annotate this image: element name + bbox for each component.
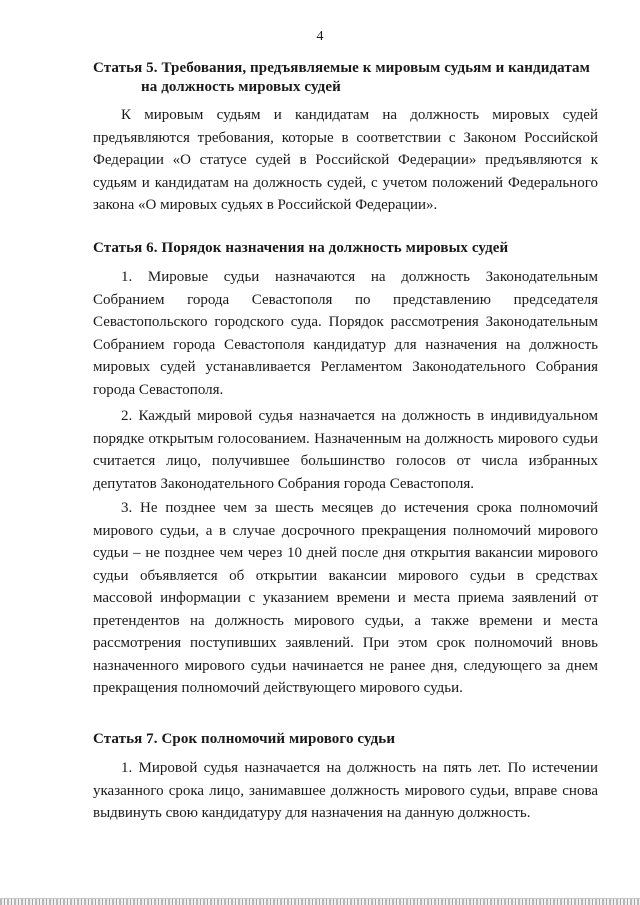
article-5-paragraph: К мировым судьям и кандидатам на должность мировых судей предъявляются требования, которые в соответствии с Законом Российской Федерации «О статусе судей в Российской Федерации» предъявляются к судьям и кандидатам на должность судей, с учетом положений Федерального закона «О мировых судьях в Российской Федерации». — [93, 107, 598, 213]
article-6-paragraph-2: 2. Каждый мировой судья назначается на должность в индивидуальном порядке открытым голосованием. Назначенным на должность мирового судьи считается лицо, получившее большинство голосов от числа избранных депутатов Законодательного Собрания города Севастополя. — [93, 408, 598, 492]
article-5-heading — [93, 59, 593, 97]
page-number: 4 — [316, 29, 324, 44]
article-7-paragraph-1: 1. Мировой судья назначается на должность на пять лет. По истечении указанного срока лицо, занимавшее должность мирового судьи, вправе снова выдвинуть свою кандидатуру для назначения на данную должность. — [93, 760, 598, 821]
article-5-heading-line1: Статья 5. Требования, предъявляемые к мировым судьям и кандидатам — [93, 60, 590, 76]
article-6-paragraph-1: 1. Мировые судьи назначаются на должность Законодательным Собранием города Севастополя по представлению председателя Севастопольского городского суда. Порядок рассмотрения Законодательным Собранием города Севастополя кандидатур для назначения на должность мировых судей устанавливается Регламентом Законодательного Собрания города Севастополя. — [93, 269, 598, 398]
scan-edge-noise — [0, 899, 640, 905]
article-6-paragraph-3: 3. Не позднее чем за шесть месяцев до истечения срока полномочий мирового судьи, а в случае досрочного прекращения полномочий мирового судьи – не позднее чем через 10 дней после дня открытия вакансии мирового судьи объявляется об открытии вакансии мирового судьи в средствах массовой информации с указанием времени и места приема заявлений от претендентов на должность мирового судьи, а также времени и места рассмотрения поступивших заявлений. При этом срок полномочий вновь назначенного мирового судьи начинается не ранее дня, следующего за днем прекращения полномочий действующего мирового судьи. — [93, 500, 598, 696]
article-7-heading: Статья 7. Срок полномочий мирового судьи — [93, 731, 396, 747]
article-6-heading: Статья 6. Порядок назначения на должность мировых судей — [93, 240, 509, 256]
article-5-heading-line2: на должность мировых судей — [141, 79, 341, 95]
